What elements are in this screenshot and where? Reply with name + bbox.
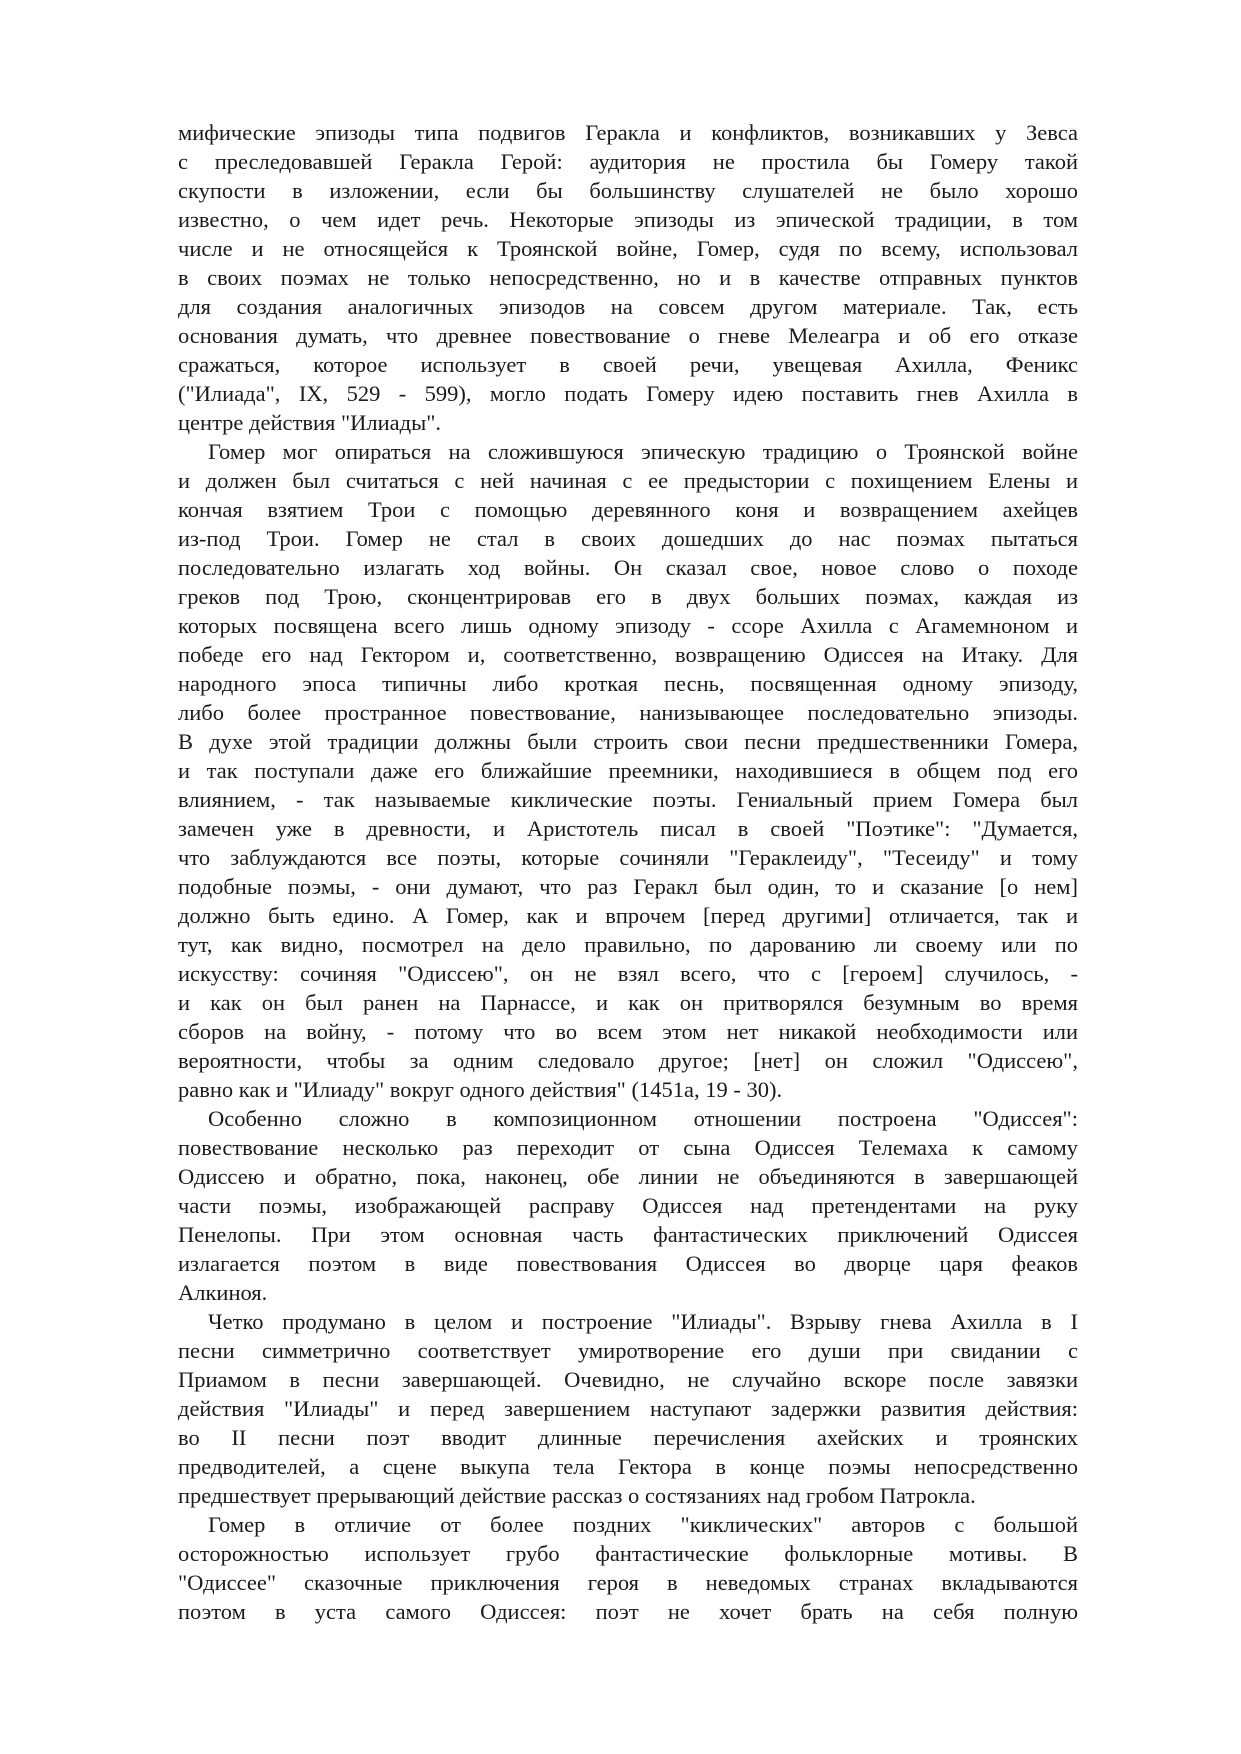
text-line: Пенелопы. При этом основная часть фантастических приключений Одиссея [178, 1222, 1078, 1247]
text-line: либо более пространное повествование, нанизывающее последовательно эпизоды. [178, 700, 1078, 725]
text-line: числе и не относящейся к Троянской войне, Гомер, судя по всему, использовал [178, 236, 1078, 261]
text-line: подобные поэмы, - они думают, что раз Геракл был один, то и сказание [о нем] [178, 874, 1078, 899]
text-line: излагается поэтом в виде повествования Одиссея во дворце царя феаков [178, 1251, 1078, 1276]
text-line: мифические эпизоды типа подвигов Геракла и конфликтов, возникавших у Зевса [178, 120, 1078, 145]
text-line: сборов на войну, - потому что во всем этом нет никакой необходимости или [178, 1019, 1078, 1044]
text-line: Особенно сложно в композиционном отношении построена "Одиссея": [208, 1106, 1078, 1131]
text-line: повествование несколько раз переходит от сына Одиссея Телемаха к самому [178, 1135, 1078, 1160]
text-line: и должен был считаться с ней начиная с ее предыстории с похищением Елены и [178, 468, 1078, 493]
text-line: Приамом в песни завершающей. Очевидно, не случайно вскоре после завязки [178, 1367, 1078, 1392]
text-line: основания думать, что древнее повествование о гневе Мелеагра и об его отказе [178, 323, 1078, 348]
text-line: что заблуждаются все поэты, которые сочиняли "Гераклеиду", "Тесеиду" и тому [178, 845, 1078, 870]
document-body [178, 118, 1078, 1626]
text-line: кончая взятием Трои с помощью деревянного коня и возвращением ахейцев [178, 497, 1078, 522]
text-line: действия "Илиады" и перед завершением наступают задержки развития действия: [178, 1396, 1078, 1421]
text-line: во II песни поэт вводит длинные перечисления ахейских и троянских [178, 1425, 1078, 1450]
text-line: предводителей, а сцене выкупа тела Гектора в конце поэмы непосредственно [178, 1454, 1078, 1479]
text-line: центре действия "Илиады". [178, 410, 442, 435]
text-line: "Одиссее" сказочные приключения героя в неведомых странах вкладываются [178, 1570, 1078, 1595]
text-line: скупости в изложении, если бы большинству слушателей не было хорошо [178, 178, 1078, 203]
text-line: Одиссею и обратно, пока, наконец, обе линии не объединяются в завершающей [178, 1164, 1078, 1189]
text-line: части поэмы, изображающей расправу Одиссея над претендентами на руку [178, 1193, 1078, 1218]
text-line: последовательно излагать ход войны. Он сказал свое, новое слово о походе [178, 555, 1078, 580]
paragraph [178, 437, 1078, 1104]
text-line: замечен уже в древности, и Аристотель писал в своей "Поэтике": "Думается, [178, 816, 1078, 841]
text-line: В духе этой традиции должны были строить свои песни предшественники Гомера, [178, 729, 1078, 754]
text-line: и так поступали даже его ближайшие преемники, находившиеся в общем под его [178, 758, 1078, 783]
paragraph [178, 1104, 1078, 1307]
text-line: искусству: сочиняя "Одиссею", он не взял всего, что с [героем] случилось, - [178, 961, 1078, 986]
text-line: поэтом в уста самого Одиссея: поэт не хочет брать на себя полную [178, 1599, 1078, 1624]
text-line: Алкиноя. [178, 1280, 268, 1305]
text-line: должно быть едино. А Гомер, как и впрочем [перед другими] отличается, так и [178, 903, 1078, 928]
text-line: победе его над Гектором и, соответственно, возвращению Одиссея на Итаку. Для [178, 642, 1078, 667]
text-line: с преследовавшей Геракла Герой: аудитория не простила бы Гомеру такой [178, 149, 1078, 174]
text-line: в своих поэмах не только непосредственно, но и в качестве отправных пунктов [178, 265, 1078, 290]
text-line: известно, о чем идет речь. Некоторые эпизоды из эпической традиции, в том [178, 207, 1078, 232]
text-line: которых посвящена всего лишь одному эпизоду - ссоре Ахилла с Агамемноном и [178, 613, 1078, 638]
text-line: песни симметрично соответствует умиротворение его души при свидании с [178, 1338, 1078, 1363]
text-line: из-под Трои. Гомер не стал в своих дошедших до нас поэмах пытаться [178, 526, 1078, 551]
text-line: предшествует прерывающий действие рассказ о состязаниях над гробом Патрокла. [178, 1483, 976, 1508]
text-line: тут, как видно, посмотрел на дело правильно, по дарованию ли своему или по [178, 932, 1078, 957]
text-line: Гомер в отличие от более поздних "киклических" авторов с большой [208, 1512, 1078, 1537]
text-line: равно как и "Илиаду" вокруг одного действия" (1451a, 19 - 30). [178, 1077, 783, 1102]
text-line: греков под Трою, сконцентрировав его в двух больших поэмах, каждая из [178, 584, 1078, 609]
text-line: для создания аналогичных эпизодов на совсем другом материале. Так, есть [178, 294, 1078, 319]
text-line: ("Илиада", IX, 529 - 599), могло подать Гомеру идею поставить гнев Ахилла в [178, 381, 1078, 406]
text-line: вероятности, чтобы за одним следовало другое; [нет] он сложил "Одиссею", [178, 1048, 1078, 1073]
text-line: народного эпоса типичны либо кроткая песнь, посвященная одному эпизоду, [178, 671, 1078, 696]
text-line: и как он был ранен на Парнассе, и как он притворялся безумным во время [178, 990, 1078, 1015]
text-line: сражаться, которое использует в своей речи, увещевая Ахилла, Феникс [178, 352, 1078, 377]
text-line: осторожностью использует грубо фантастические фольклорные мотивы. В [178, 1541, 1078, 1566]
paragraph [178, 1307, 1078, 1510]
paragraph [178, 1510, 1078, 1626]
text-line: Гомер мог опираться на сложившуюся эпическую традицию о Троянской войне [208, 439, 1078, 464]
paragraph [178, 118, 1078, 437]
text-line: влиянием, - так называемые киклические поэты. Гениальный прием Гомера был [178, 787, 1078, 812]
text-line: Четко продумано в целом и построение "Илиады". Взрыву гнева Ахилла в I [208, 1309, 1078, 1334]
